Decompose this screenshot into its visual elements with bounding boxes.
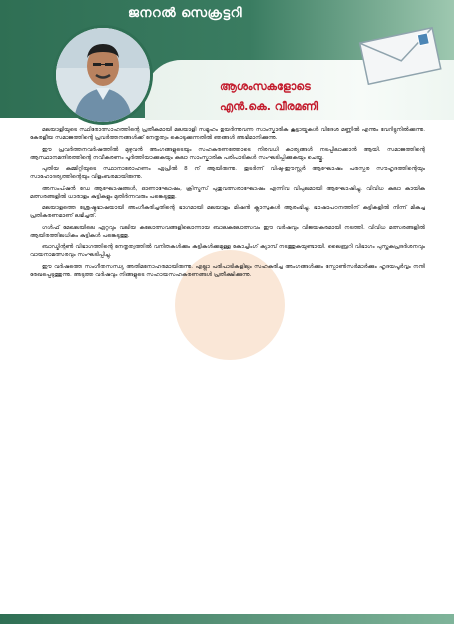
footer-band: [0, 614, 454, 624]
portrait-photo: [56, 28, 150, 122]
article-body: [30, 126, 425, 606]
message-title: ആശംസകളോടെ: [220, 80, 311, 93]
author-name: എൻ.കെ. വീരമണി: [220, 100, 319, 113]
paragraph: മലയാളിയുടെ സ്ഥിരോത്സാഹത്തിന്റെ പ്രതീകമായി മലയാളി സമൂഹം ഉയർന്നുവന്ന സാംസ്കാരിക കൂട്ടായ്മകൾ വിദേശ മണ്ണിൽ എന്നും വേറിട്ടുനിൽക്കുന്നു. കേരളീയ സമാജത്തിന്റെ പ്രവർത്തനങ്ങൾക്ക് നേതൃത്വം കൊടുക്കുന്നതിൽ ഞങ്ങൾ അഭിമാനിക്കുന്നു.: [30, 127, 425, 142]
paragraph: മലയാളത്തെ ശ്രേഷ്ഠഭാഷയായി അംഗീകരിച്ചതിന്റെ ഭാഗമായി മലയാളം മിഷൻ ക്ലാസുകൾ ആരംഭിച്ചു. ഭാഷാപഠനത്തിന് കുട്ടികളിൽ നിന്ന് മികച്ച പ്രതികരണമാണ് ലഭിച്ചത്.: [30, 205, 425, 220]
paragraph: ഈ വർഷത്തെ സംഗീതസന്ധ്യ അതിമനോഹരമായിരുന്നു. എല്ലാ പരിപാടികളിലും സഹകരിച്ച അംഗങ്ങൾക്കും സ്പോൺസർമാർക്കും ഹൃദയപൂർവ്വം നന്ദി രേഖപ്പെടുത്തുന്നു. അടുത്ത വർഷവും നിങ്ങളുടെ സഹായസഹകരണങ്ങൾ പ്രതീക്ഷിക്കുന്നു.: [30, 263, 425, 278]
paragraph: ഗൾഫ് മേഖലയിലെ ഏറ്റവും വലിയ കലോത്സവങ്ങളിലൊന്നായ ബാലകലോത്സവം ഈ വർഷവും വിജയകരമായി നടത്തി. വിവിധ മത്സരങ്ങളിൽ ആയിരത്തിലധികം കുട്ടികൾ പങ്കെടുത്തു.: [30, 224, 425, 239]
paragraph: അസംപ്ഷൻ ഡേ ആഘോഷങ്ങൾ, ഓണാഘോഷം, ക്രിസ്മസ് പുതുവത്സരാഘോഷം എന്നിവ വിപുലമായി ആഘോഷിച്ചു. വിവിധ കലാ കായിക മത്സരങ്ങളിൽ ധാരാളം കുട്ടികളും മുതിർന്നവരും പങ്കെടുത്തു.: [30, 185, 425, 200]
paragraph: പുതിയ കമ്മിറ്റിയുടെ സ്ഥാനാരോഹണം ഏപ്രിൽ 8 ന് ആയിരുന്നു. തുടർന്ന് വിഷു-ഈസ്റ്റർ ആഘോഷം പരസ്പര സൗഹൃദത്തിന്റെയും സാഹോദര്യത്തിന്റെയും വിളംബരമായിരുന്നു.: [30, 166, 425, 181]
envelope-icon: [355, 25, 445, 89]
paragraph: ബാഡ്മിന്റൺ വിഭാഗത്തിന്റെ നേതൃത്വത്തിൽ വനിതകൾക്കും കുട്ടികൾക്കുമുള്ള കോച്ചിംഗ് ക്യാമ്പ് നടത്തുകയുണ്ടായി. ലൈബ്രറി വിഭാഗം പുസ്തകപ്രദർശനവും വായനാമത്സരവും സംഘടിപ്പിച്ചു.: [30, 244, 425, 259]
paragraph: ഈ പ്രവർത്തനവർഷത്തിൽ മുഴുവൻ അംഗങ്ങളുടെയും സഹകരണത്തോടെ നിരവധി കാര്യങ്ങൾ നടപ്പിലാക്കാൻ ആയി. സമാജത്തിന്റെ ആസ്ഥാനമന്ദിരത്തിന്റെ നവീകരണം പൂർത്തിയാക്കുകയും കലാ സാംസ്കാരിക പരിപാടികൾ സംഘടിപ്പിക്കുകയും ചെയ്തു.: [30, 146, 425, 161]
role-title: ജനറൽ സെക്രട്ടറി: [128, 6, 243, 21]
